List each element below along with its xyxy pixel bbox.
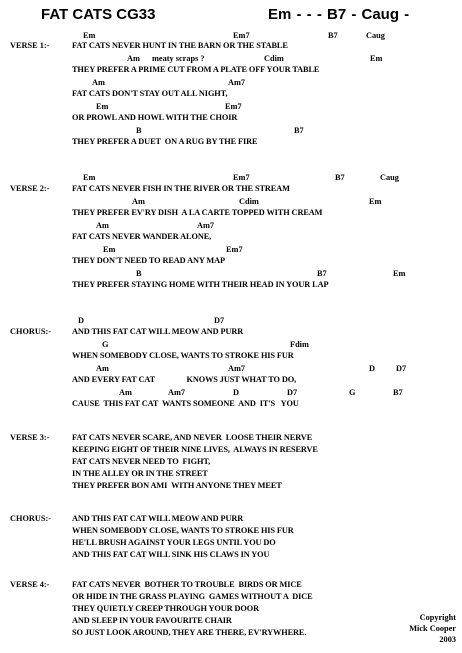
chorus-label: CHORUS:- <box>10 327 52 336</box>
intro-chords: Em - - - B7 - Caug - <box>268 6 410 23</box>
lyric-line: THEY QUIETLY CREEP THROUGH YOUR DOOR <box>72 604 260 613</box>
chord: Caug <box>380 173 399 182</box>
chord: B7 <box>335 173 345 182</box>
chord: Fdim <box>290 340 309 349</box>
chord: Caug <box>366 31 385 40</box>
chord: Em <box>83 173 96 182</box>
chord: Am <box>119 388 132 397</box>
lyric-line: HE'LL BRUSH AGAINST YOUR LEGS UNTIL YOU DO <box>72 538 276 547</box>
lyric-line: AND THIS FAT CAT WILL MEOW AND PURR <box>72 327 244 336</box>
lyric-line: SO JUST LOOK AROUND, THEY ARE THERE, EV'RYWHERE. <box>72 628 307 637</box>
lyric-line: FAT CATS NEVER HUNT IN THE BARN OR THE STABLE <box>72 41 288 50</box>
chord: Em <box>370 54 383 63</box>
chord: B7 <box>393 388 403 397</box>
song-title: FAT CATS CG33 <box>41 6 156 23</box>
verse-label: VERSE 2:- <box>10 184 50 193</box>
chord: Am <box>96 364 109 373</box>
lyric-line: WHEN SOMEBODY CLOSE, WANTS TO STROKE HIS FUR <box>72 351 294 360</box>
chord: D7 <box>396 364 407 373</box>
chord: Am7 <box>168 388 186 397</box>
lyric-line: OR PROWL AND HOWL WITH THE CHOIR <box>72 113 238 122</box>
chord: Am <box>132 197 145 206</box>
copyright-label: Copyright <box>419 613 456 622</box>
lyric-line: THEY PREFER A DUET ON A RUG BY THE FIRE <box>72 137 258 146</box>
lyric-line: FAT CATS DON'T STAY OUT ALL NIGHT, <box>72 89 228 98</box>
lyric-line: FAT CATS NEVER SCARE, AND NEVER LOOSE THEIR NERVE <box>72 433 313 442</box>
copyright-author: Mick Cooper <box>409 624 456 633</box>
chord: Em <box>83 31 96 40</box>
chorus-label: CHORUS:- <box>10 514 52 523</box>
chord: Em <box>369 197 382 206</box>
lyric-line: AND SLEEP IN YOUR FAVOURITE CHAIR <box>72 616 232 625</box>
verse-label: VERSE 3:- <box>10 433 50 442</box>
lyric-line: FAT CATS NEVER WANDER ALONE, <box>72 232 212 241</box>
lyric-line: THEY PREFER A PRIME CUT FROM A PLATE OFF YOUR TABLE <box>72 65 320 74</box>
chord: Em <box>393 269 406 278</box>
lyric-line: AND THIS FAT CAT WILL MEOW AND PURR <box>72 514 244 523</box>
lyric-line: FAT CATS NEVER NEED TO FIGHT, <box>72 457 211 466</box>
chord: Am <box>127 54 140 63</box>
chord: D7 <box>214 316 225 325</box>
lyric-line: WHEN SOMEBODY CLOSE, WANTS TO STROKE HIS FUR <box>72 526 294 535</box>
lyric-line: THEY PREFER BON AMI WITH ANYONE THEY MEET <box>72 481 282 490</box>
chord: D7 <box>287 388 298 397</box>
chord: D <box>233 388 239 397</box>
verse-label: VERSE 1:- <box>10 41 50 50</box>
chord: Em <box>96 102 109 111</box>
chord: B <box>136 126 142 135</box>
lyric-line: KEEPING EIGHT OF THEIR NINE LIVES, ALWAYS IN RESERVE <box>72 445 318 454</box>
chord: G <box>349 388 356 397</box>
chord: B <box>136 269 142 278</box>
chord: B7 <box>317 269 327 278</box>
chord: Em7 <box>233 173 250 182</box>
verse-label: VERSE 4:- <box>10 580 50 589</box>
lyric-line: THEY PREFER EV'RY DISH A LA CARTE TOPPED WITH CREAM <box>72 208 323 217</box>
chord: B7 <box>294 126 304 135</box>
chord: Cdim <box>264 54 284 63</box>
chord: Em7 <box>233 31 250 40</box>
copyright-block <box>409 612 456 645</box>
lyric-line: FAT CATS NEVER BOTHER TO TROUBLE BIRDS OR MICE <box>72 580 302 589</box>
chord: G <box>102 340 109 349</box>
chord: D <box>369 364 375 373</box>
chord: D <box>78 316 84 325</box>
lyric-line: AND EVERY FAT CAT KNOWS JUST WHAT TO DO, <box>72 375 297 384</box>
chord: Am7 <box>228 364 246 373</box>
lyric-line: OR HIDE IN THE GRASS PLAYING GAMES WITHOUT A DICE <box>72 592 313 601</box>
chord: Em7 <box>226 245 243 254</box>
chord-note: meaty scraps ? <box>152 54 205 63</box>
chord: B7 <box>328 31 338 40</box>
chord: Cdim <box>239 197 259 206</box>
chord: Am7 <box>197 221 215 230</box>
chord: Am7 <box>228 78 246 87</box>
chord: Am <box>92 78 105 87</box>
chord: Em <box>103 245 116 254</box>
lyric-line: THEY PREFER STAYING HOME WITH THEIR HEAD IN YOUR LAP <box>72 280 329 289</box>
lyric-line: AND THIS FAT CAT WILL SINK HIS CLAWS IN YOU <box>72 550 270 559</box>
lyric-line: IN THE ALLEY OR IN THE STREET <box>72 469 208 478</box>
lyric-line: THEY DON'T NEED TO READ ANY MAP <box>72 256 226 265</box>
chord: Em7 <box>225 102 242 111</box>
lyric-line: FAT CATS NEVER FISH IN THE RIVER OR THE STREAM <box>72 184 290 193</box>
copyright-year: 2003 <box>439 635 456 644</box>
chord: Am <box>96 221 109 230</box>
lyric-line: CAUSE THIS FAT CAT WANTS SOMEONE AND IT'S YOU <box>72 399 299 408</box>
